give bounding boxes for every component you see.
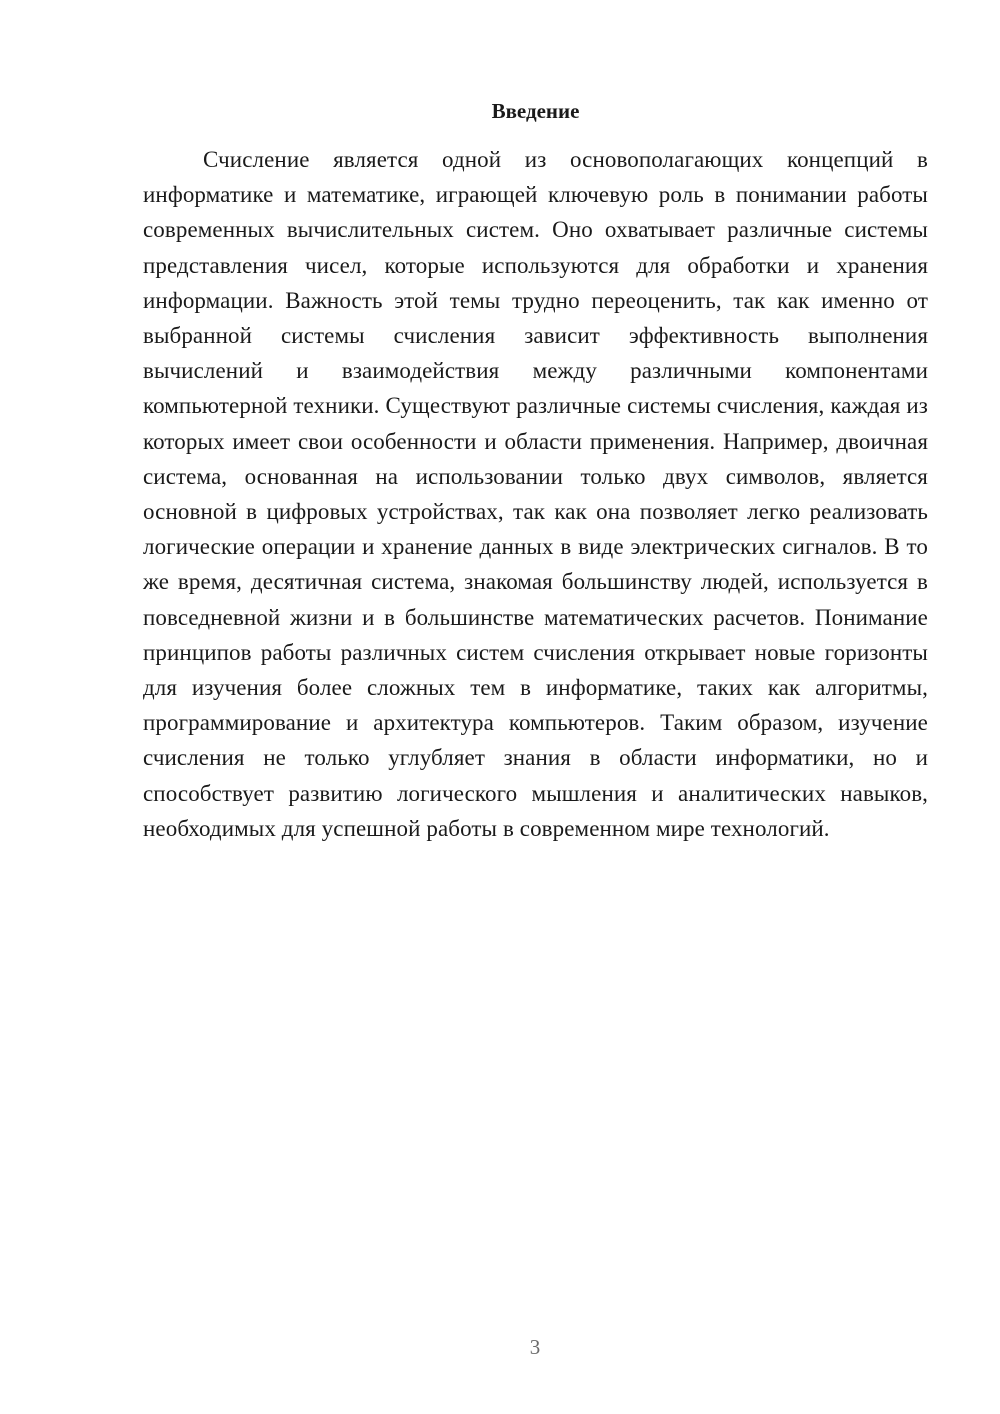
body-paragraph: Счисление является одной из основополагающих концепций в информатике и математике, играющей ключевую роль в понимании работы современных вычислительных систем. Оно охватывает различные системы представления чисел, которые используются для обработки и хранения информации. Важность этой темы трудно переоценить, так как именно от выбранной системы счисления зависит эффективность выполнения вычислений и взаимодействия между различными компонентами компьютерной техники. Существуют различные системы счисления, каждая из которых имеет свои особенности и области применения. Например, двоичная система, основанная на использовании только двух символов, является основной в цифровых устройствах, так как она позволяет легко реализовать логические операции и хранение данных в виде электрических сигналов. В то же время, десятичная система, знакомая большинству людей, используется в повседневной жизни и в большинстве математических расчетов. Понимание принципов работы различных систем счисления открывает новые горизонты для изучения более сложных тем в информатике, таких как алгоритмы, программирование и архитектура компьютеров. Таким образом, изучение счисления не только углубляет знания в области информатики, но и способствует развитию логического мышления и аналитических навыков, необходимых для успешной работы в современном мире технологий. <box>143 147 928 841</box>
page-number: 3 <box>529 1335 541 1359</box>
section-heading: Введение <box>491 99 580 123</box>
